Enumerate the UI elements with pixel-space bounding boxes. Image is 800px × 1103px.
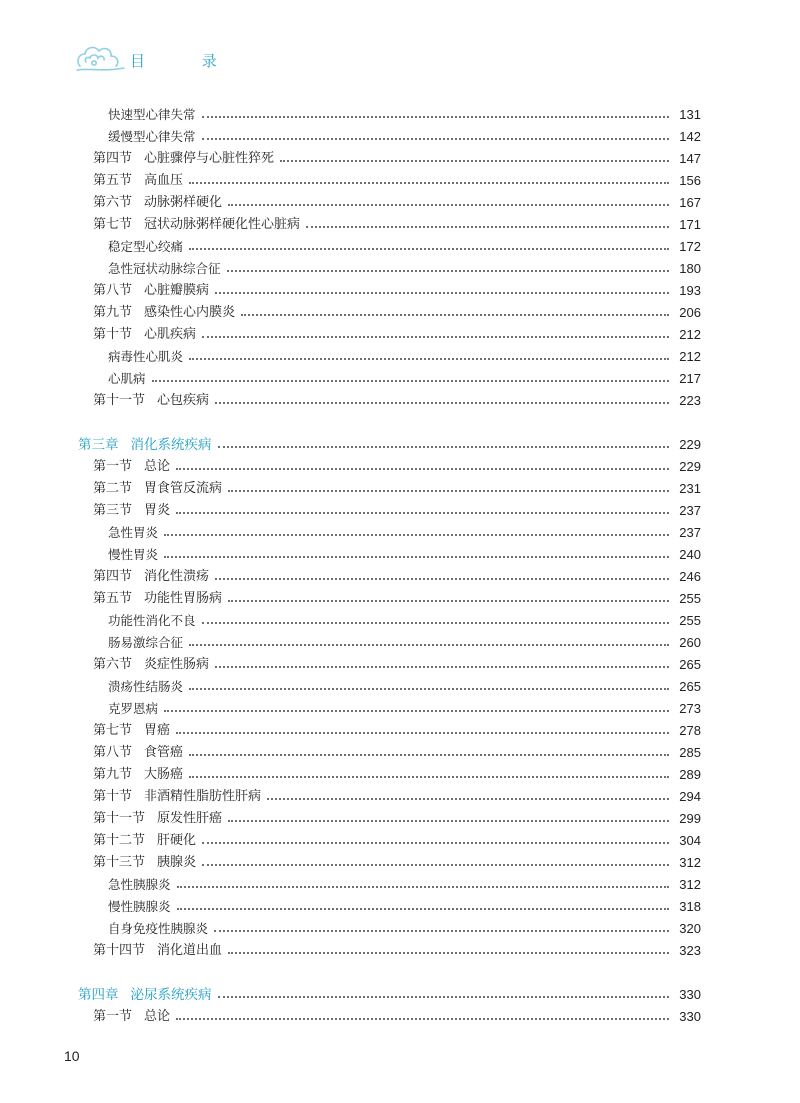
toc-entry-text: 急性胃炎	[108, 525, 159, 540]
toc-entry-page: 330	[679, 1009, 701, 1024]
toc-section-entry[interactable]	[0, 764, 800, 786]
toc-section-entry[interactable]	[0, 852, 800, 874]
toc-entry-text: 心肌病	[108, 371, 146, 386]
toc-entry-number: 第十节	[93, 327, 133, 342]
toc-section-entry[interactable]	[0, 500, 800, 522]
toc-section-entry[interactable]	[0, 654, 800, 676]
toc-entry-text: 心肌疾病	[144, 327, 197, 342]
dot-leader	[214, 930, 669, 932]
toc-entry-title	[93, 940, 228, 962]
toc-section-entry[interactable]	[0, 456, 800, 478]
toc-entry-text: 炎症性肠病	[144, 657, 210, 672]
toc-entry-number: 第二节	[93, 481, 133, 496]
dot-leader	[176, 468, 669, 470]
dot-leader	[215, 666, 669, 668]
dot-leader	[202, 864, 669, 866]
toc-entry-number: 第九节	[93, 767, 133, 782]
dot-leader	[189, 182, 669, 184]
toc-entry-number: 第十一节	[93, 393, 146, 408]
toc-entry-text: 感染性心内膜炎	[144, 305, 236, 320]
toc-entry-number: 第四章	[78, 987, 119, 1003]
toc-entry-page: 206	[679, 305, 701, 320]
toc-entry-title	[93, 280, 215, 302]
toc-entry-title	[93, 588, 228, 610]
toc-section-entry[interactable]	[0, 192, 800, 214]
toc-section-entry[interactable]	[0, 390, 800, 412]
toc-subsection-entry[interactable]	[0, 874, 800, 896]
toc-entry-title	[93, 170, 189, 192]
toc-section-entry[interactable]	[0, 324, 800, 346]
toc-entry-title	[93, 830, 202, 852]
toc-entry-text: 心脏骤停与心脏性猝死	[144, 151, 275, 166]
dot-leader	[202, 138, 669, 140]
toc-entry-page: 246	[679, 569, 701, 584]
toc-entry-text: 缓慢型心律失常	[108, 129, 196, 144]
toc-entry-text: 冠状动脉粥样硬化性心脏病	[144, 217, 301, 232]
toc-section-entry[interactable]	[0, 742, 800, 764]
dot-leader	[306, 226, 669, 228]
toc-entry-text: 肝硬化	[157, 833, 197, 848]
dot-leader	[176, 1018, 669, 1020]
toc-entry-number: 第四节	[93, 151, 133, 166]
toc-entry-number: 第八节	[93, 745, 133, 760]
toc-entry-number: 第五节	[93, 591, 133, 606]
toc-section-entry[interactable]	[0, 280, 800, 302]
dot-leader	[228, 600, 669, 602]
toc-subsection-entry[interactable]	[0, 896, 800, 918]
toc-entry-text: 心脏瓣膜病	[144, 283, 210, 298]
dot-leader	[164, 710, 669, 712]
toc-entry-text: 总论	[144, 459, 171, 474]
toc-entry-page: 255	[679, 613, 701, 628]
toc-entry-text: 胰腺炎	[157, 855, 197, 870]
toc-section-entry[interactable]	[0, 786, 800, 808]
dot-leader	[202, 336, 669, 338]
dot-leader	[176, 512, 669, 514]
toc-entry-title	[108, 544, 164, 566]
dot-leader	[164, 556, 669, 558]
toc-subsection-entry[interactable]	[0, 610, 800, 632]
dot-leader	[164, 534, 669, 536]
toc-section-entry[interactable]	[0, 720, 800, 742]
toc-entry-number: 第一节	[93, 1009, 133, 1024]
toc-entry-page: 299	[679, 811, 701, 826]
toc-entry-page: 304	[679, 833, 701, 848]
toc-entry-title	[93, 302, 241, 324]
toc-entry-page: 289	[679, 767, 701, 782]
toc-entry-title	[93, 192, 228, 214]
toc-section-entry[interactable]	[0, 214, 800, 236]
toc-entry-page: 265	[679, 679, 701, 694]
toc-entry-title	[78, 984, 218, 1006]
toc-entry-number: 第三章	[78, 437, 119, 453]
toc-entry-title	[93, 764, 189, 786]
toc-entry-text: 泌尿系统疾病	[130, 987, 212, 1003]
page-title: 目 录	[130, 52, 243, 70]
toc-section-entry[interactable]	[0, 478, 800, 500]
toc-entry-page: 212	[679, 327, 701, 342]
toc-entry-number: 第九节	[93, 305, 133, 320]
toc-entry-number: 第五节	[93, 173, 133, 188]
toc-entry-text: 消化道出血	[157, 943, 223, 958]
dot-leader	[189, 358, 669, 360]
toc-subsection-entry[interactable]	[0, 346, 800, 368]
toc-entry-text: 溃疡性结肠炎	[108, 679, 184, 694]
toc-entry-title	[108, 610, 202, 632]
toc-entry-number: 第十一节	[93, 811, 146, 826]
toc-entry-page: 167	[679, 195, 701, 210]
dot-leader	[228, 490, 669, 492]
toc-subsection-entry[interactable]	[0, 126, 800, 148]
toc-entry-title	[93, 390, 215, 412]
dot-leader	[189, 776, 669, 778]
toc-entry-page: 323	[679, 943, 701, 958]
toc-entry-page: 265	[679, 657, 701, 672]
toc-entry-title	[93, 478, 228, 500]
toc-entry-page: 237	[679, 525, 701, 540]
toc-section-entry[interactable]	[0, 148, 800, 170]
toc-entry-text: 高血压	[144, 173, 184, 188]
toc-chapter-entry[interactable]	[0, 984, 800, 1006]
toc-subsection-entry[interactable]	[0, 104, 800, 126]
toc-entry-page: 229	[679, 437, 701, 452]
toc-entry-text: 胃癌	[144, 723, 171, 738]
toc-entry-title	[108, 258, 227, 280]
dot-leader	[202, 842, 669, 844]
toc-entry-title	[108, 522, 164, 544]
toc-subsection-entry[interactable]	[0, 258, 800, 280]
toc-entry-title	[93, 786, 267, 808]
toc-section-entry[interactable]	[0, 588, 800, 610]
toc-entry-title	[108, 346, 189, 368]
toc-entry-page: 312	[679, 855, 701, 870]
dot-leader	[202, 116, 669, 118]
toc-subsection-entry[interactable]	[0, 522, 800, 544]
toc-entry-title	[93, 808, 228, 830]
toc-entry-number: 第四节	[93, 569, 133, 584]
dot-leader	[215, 578, 669, 580]
toc-entry-text: 自身免疫性胰腺炎	[108, 921, 209, 936]
toc-entry-page: 320	[679, 921, 701, 936]
dot-leader	[189, 688, 669, 690]
toc-entry-page: 330	[679, 987, 701, 1002]
toc-entry-page: 318	[679, 899, 701, 914]
dot-leader	[280, 160, 669, 162]
dot-leader	[177, 908, 669, 910]
toc-entry-page: 285	[679, 745, 701, 760]
toc-section-entry[interactable]	[0, 170, 800, 192]
toc-entry-number: 第十四节	[93, 943, 146, 958]
toc-entry-page: 217	[679, 371, 701, 386]
toc-entry-title	[93, 654, 215, 676]
dot-leader	[177, 886, 669, 888]
toc-subsection-entry[interactable]	[0, 676, 800, 698]
toc-entry-title	[108, 874, 177, 896]
toc-entry-title	[108, 126, 202, 148]
cloud-ornament-icon	[74, 38, 130, 78]
toc-entry-title	[108, 676, 189, 698]
dot-leader	[176, 732, 669, 734]
toc-entry-page: 180	[679, 261, 701, 276]
toc-subsection-entry[interactable]	[0, 368, 800, 390]
dot-leader	[227, 270, 669, 272]
toc-entry-page: 142	[679, 129, 701, 144]
toc-entry-page: 171	[679, 217, 701, 232]
toc-entry-text: 消化系统疾病	[130, 437, 212, 453]
toc-entry-text: 急性冠状动脉综合征	[108, 261, 221, 276]
toc-entry-page: 229	[679, 459, 701, 474]
toc-entry-number: 第十节	[93, 789, 133, 804]
dot-leader	[202, 622, 669, 624]
toc-entry-number: 第七节	[93, 723, 133, 738]
toc-entry-title	[93, 148, 280, 170]
toc-entry-page: 231	[679, 481, 701, 496]
toc-entry-page: 172	[679, 239, 701, 254]
toc-entry-page: 212	[679, 349, 701, 364]
dot-leader	[228, 952, 669, 954]
dot-leader	[189, 248, 669, 250]
toc-entry-title	[108, 104, 202, 126]
toc-entry-text: 稳定型心绞痛	[108, 239, 184, 254]
toc-entry-title	[93, 324, 202, 346]
toc-entry-text: 慢性胃炎	[108, 547, 159, 562]
dot-leader	[152, 380, 669, 382]
toc-entry-page: 312	[679, 877, 701, 892]
toc-section-entry[interactable]	[0, 830, 800, 852]
toc-entry-number: 第六节	[93, 657, 133, 672]
dot-leader	[215, 402, 669, 404]
toc-entry-text: 功能性胃肠病	[144, 591, 223, 606]
toc-subsection-entry[interactable]	[0, 698, 800, 720]
toc-subsection-entry[interactable]	[0, 632, 800, 654]
dot-leader	[228, 820, 669, 822]
toc-entry-page: 156	[679, 173, 701, 188]
toc-entry-number: 第十三节	[93, 855, 146, 870]
toc-entry-title	[108, 632, 189, 654]
toc-entry-title	[93, 214, 306, 236]
toc-section-entry[interactable]	[0, 940, 800, 962]
page-number: 10	[64, 1048, 80, 1064]
toc-entry-text: 心包疾病	[157, 393, 210, 408]
toc-entry-title	[78, 434, 218, 456]
toc-section-entry[interactable]	[0, 302, 800, 324]
toc-entry-page: 278	[679, 723, 701, 738]
toc-entry-number: 第六节	[93, 195, 133, 210]
toc-entry-title	[108, 236, 189, 258]
toc-subsection-entry[interactable]	[0, 918, 800, 940]
dot-leader	[189, 754, 669, 756]
toc-entry-number: 第三节	[93, 503, 133, 518]
toc-entry-title	[93, 852, 202, 874]
dot-leader	[218, 996, 670, 998]
toc-entry-title	[93, 720, 176, 742]
toc-entry-page: 240	[679, 547, 701, 562]
toc-entry-page: 294	[679, 789, 701, 804]
toc-entry-text: 病毒性心肌炎	[108, 349, 184, 364]
toc-entry-text: 食管癌	[144, 745, 184, 760]
toc-entry-page: 223	[679, 393, 701, 408]
dot-leader	[218, 446, 670, 448]
toc-section-entry[interactable]	[0, 1006, 800, 1028]
toc-entry-text: 消化性溃疡	[144, 569, 210, 584]
toc-entry-page: 273	[679, 701, 701, 716]
page-header	[74, 38, 274, 78]
toc-section-entry[interactable]	[0, 566, 800, 588]
toc-entry-text: 急性胰腺炎	[108, 877, 171, 892]
toc-entry-title	[93, 456, 176, 478]
toc-entry-title	[108, 918, 214, 940]
toc-entry-title	[108, 368, 152, 390]
toc-entry-page: 147	[679, 151, 701, 166]
toc-entry-page: 237	[679, 503, 701, 518]
toc-entry-text: 肠易激综合征	[108, 635, 184, 650]
toc-entry-page: 193	[679, 283, 701, 298]
toc-entry-text: 慢性胰腺炎	[108, 899, 171, 914]
toc-entry-title	[93, 1006, 176, 1028]
dot-leader	[228, 204, 669, 206]
toc-subsection-entry[interactable]	[0, 544, 800, 566]
toc-entry-text: 快速型心律失常	[108, 107, 196, 122]
toc-entry-text: 功能性消化不良	[108, 613, 196, 628]
toc-entry-number: 第十二节	[93, 833, 146, 848]
toc-entry-title	[93, 742, 189, 764]
toc-entry-text: 总论	[144, 1009, 171, 1024]
toc-entry-text: 非酒精性脂肪性肝病	[144, 789, 262, 804]
toc-entry-number: 第七节	[93, 217, 133, 232]
toc-chapter-entry[interactable]	[0, 434, 800, 456]
toc-entry-text: 克罗恩病	[108, 701, 159, 716]
toc-entry-page: 255	[679, 591, 701, 606]
toc-entry-page: 131	[679, 107, 701, 122]
toc-entry-text: 动脉粥样硬化	[144, 195, 223, 210]
toc-entry-page: 260	[679, 635, 701, 650]
toc-entry-title	[93, 566, 215, 588]
toc-subsection-entry[interactable]	[0, 236, 800, 258]
toc-entry-text: 大肠癌	[144, 767, 184, 782]
toc-entry-text: 胃炎	[144, 503, 171, 518]
dot-leader	[215, 292, 669, 294]
toc-entry-title	[93, 500, 176, 522]
toc-section-entry[interactable]	[0, 808, 800, 830]
dot-leader	[241, 314, 669, 316]
toc-entry-title	[108, 896, 177, 918]
toc-entry-text: 原发性肝癌	[157, 811, 223, 826]
toc-entry-number: 第一节	[93, 459, 133, 474]
toc-entry-title	[108, 698, 164, 720]
dot-leader	[189, 644, 669, 646]
dot-leader	[267, 798, 669, 800]
toc-entry-number: 第八节	[93, 283, 133, 298]
toc-entry-text: 胃食管反流病	[144, 481, 223, 496]
